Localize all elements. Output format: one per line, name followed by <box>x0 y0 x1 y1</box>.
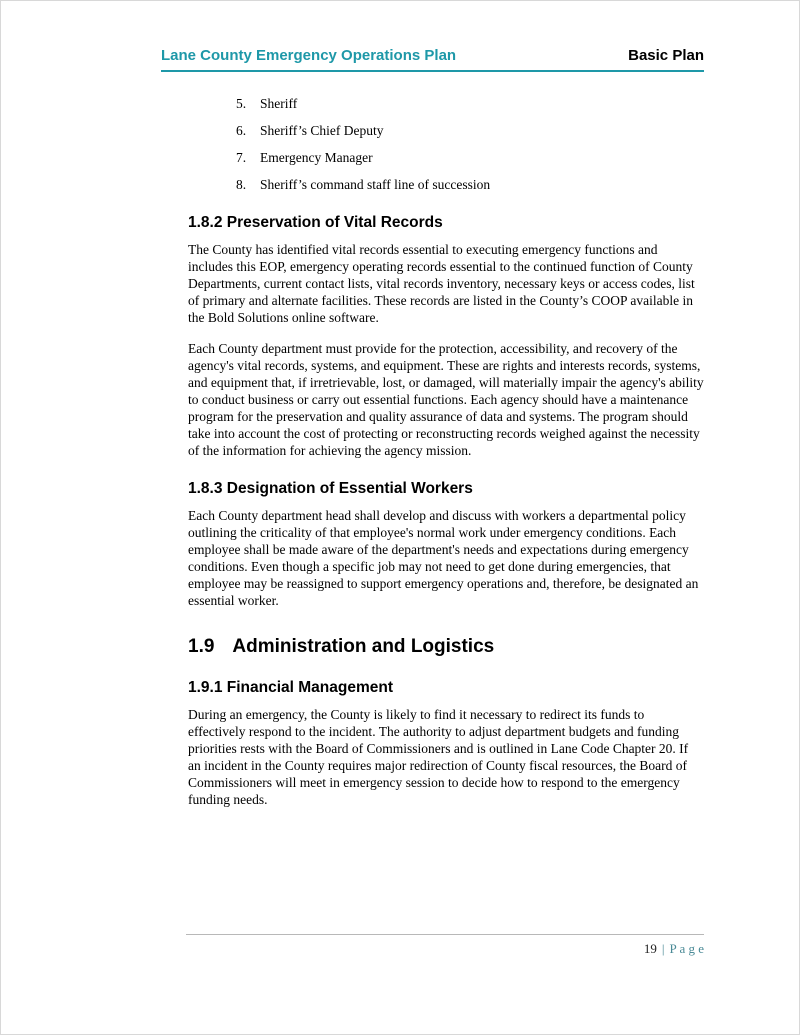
list-item-text: Sheriff’s Chief Deputy <box>260 123 384 138</box>
list-item-text: Sheriff <box>260 96 298 111</box>
paragraph: During an emergency, the County is likely to find it necessary to redirect its funds to effectively respond to the incident. The authority to adjust department budgets and funding priorities rests with the Board of Commissioners and is outlined in Lane Code Chapter 20. If an incident in the County requires major redirection of County fiscal resources, the Board of Commissioners will meet in emergency session to decide how to respond to the emergency funding needs. <box>188 707 689 807</box>
list-item-number: 5. <box>236 96 247 111</box>
section-heading-1-8-3: 1.8.3 Designation of Essential Workers <box>188 480 473 497</box>
section-heading-1-9-1: 1.9.1 Financial Management <box>188 679 394 696</box>
paragraph: Each County department must provide for the protection, accessibility, and recovery of the agency's vital records, systems, and equipment. These are rights and interests records, systems, and equipment that, if irretrievable, lost, or damaged, will materially impair the agency's ability to conduct business or carry out essential functions. Each agency should have a maintenance program for the preservation and quality assurance of data and systems. The program should take into account the cost of protecting or reconstructing records weighed against the necessity of the information for achieving the agency mission. <box>188 341 704 458</box>
footer-page-label: P a g e <box>669 941 704 956</box>
succession-list <box>188 95 704 193</box>
list-item-text: Emergency Manager <box>260 150 373 165</box>
list-item-number: 8. <box>236 177 247 192</box>
list-item-number: 6. <box>236 123 247 138</box>
section-number: 1.9 <box>188 636 215 657</box>
footer-divider: | <box>661 941 665 956</box>
list-item-number: 7. <box>236 150 247 165</box>
page-number: 19 <box>643 941 657 956</box>
footer-rule <box>186 934 704 935</box>
list-item <box>236 95 704 112</box>
list-item <box>236 176 704 193</box>
list-item <box>236 122 704 139</box>
list-item-text: Sheriff’s command staff line of succession <box>260 177 491 192</box>
section-title: Administration and Logistics <box>232 636 495 657</box>
paragraph: Each County department head shall develop and discuss with workers a departmental policy outlining the criticality of that employee's normal work under emergency conditions. Each employee shall be made aware of the department's needs and expectations during emergency conditions. Even though a specific job may not need to get done during emergencies, that employee may be reassigned to support emergency operations and, therefore, be designated an essential worker. <box>188 508 699 608</box>
page-content <box>188 87 704 822</box>
header-section-label: Basic Plan <box>628 47 704 64</box>
section-heading-1-9 <box>188 636 704 658</box>
list-item <box>236 149 704 166</box>
header-title: Lane County Emergency Operations Plan <box>161 47 457 64</box>
page-footer <box>644 941 704 957</box>
document-header <box>161 47 704 72</box>
section-heading-1-8-2: 1.8.2 Preservation of Vital Records <box>188 214 443 231</box>
paragraph: The County has identified vital records essential to executing emergency functions and includes this EOP, emergency operating records essential to the continued function of County Departments, current contact lists, vital records inventory, necessary keys or access codes, list of primary and alternate facilities. These records are listed in the County’s COOP available in the Bold Solutions online software. <box>188 242 695 325</box>
